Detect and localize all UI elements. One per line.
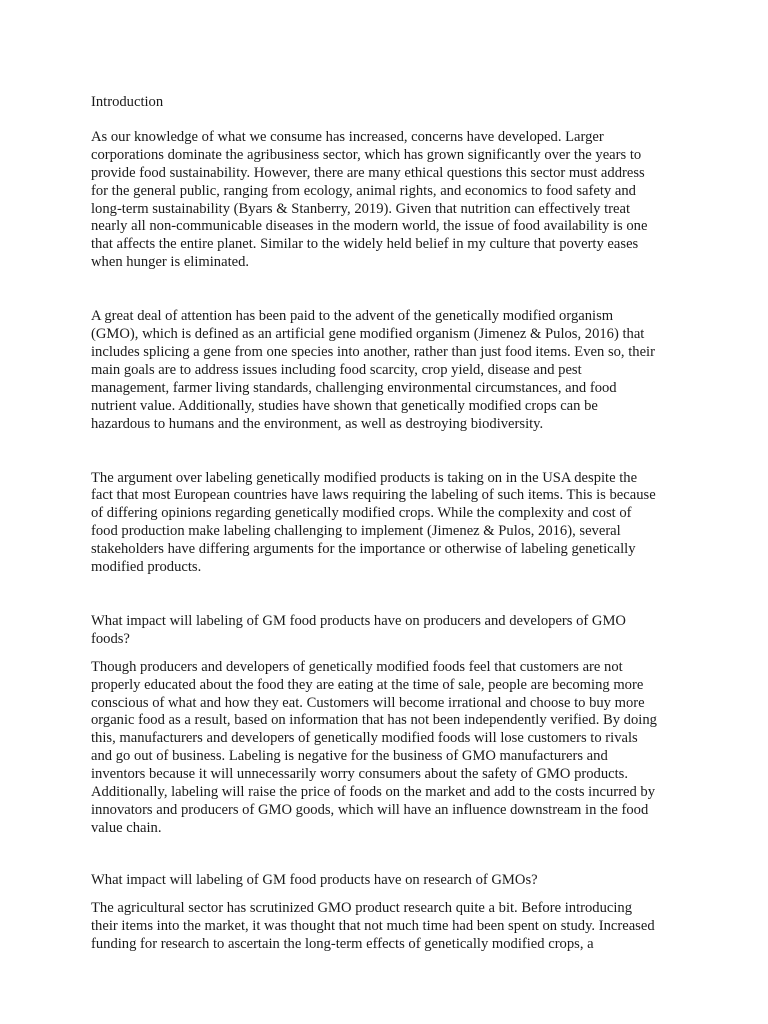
text-line: and go out of business. Labeling is negative for the business of GMO manufacturers and <box>91 748 608 765</box>
text-line: stakeholders have differing arguments for the importance or otherwise of labeling genetically <box>91 541 636 558</box>
text-line: A great deal of attention has been paid to the advent of the genetically modified organism <box>91 308 614 325</box>
text-line: What impact will labeling of GM food products have on producers and developers of GMO <box>91 612 626 629</box>
text-line: main goals are to address issues including food scarcity, crop yield, disease and pest <box>91 361 582 378</box>
text-line: foods? <box>91 630 130 647</box>
question-producers <box>91 613 678 649</box>
question-research <box>91 872 678 890</box>
text-line: nearly all non-communicable diseases in the modern world, the issue of food availability is one <box>91 218 648 235</box>
text-line: provide food sustainability. However, there are many ethical questions this sector must address <box>91 164 645 181</box>
text-line: conscious of what and how they eat. Customers will become irrational and choose to buy more <box>91 694 645 711</box>
text-line: for the general public, ranging from ecology, animal rights, and economics to food safety and <box>91 182 636 199</box>
text-line: Though producers and developers of genetically modified foods feel that customers are not <box>91 658 623 675</box>
text-line: that affects the entire planet. Similar to the widely held belief in my culture that poverty eases <box>91 236 639 253</box>
text-line: fact that most European countries have laws requiring the labeling of such items. This is because <box>91 487 656 504</box>
text-line: hazardous to humans and the environment, as well as destroying biodiversity. <box>91 415 544 432</box>
paragraph-labeling-argument <box>91 470 678 577</box>
text-line: As our knowledge of what we consume has increased, concerns have developed. Larger <box>91 128 604 145</box>
section-heading: Introduction <box>91 94 164 110</box>
text-line: organic food as a result, based on information that has not been independently verified. By doing <box>91 712 657 729</box>
text-line: funding for research to ascertain the long-term effects of genetically modified crops, a <box>91 935 594 952</box>
text-line: food production make labeling challenging to implement (Jimenez & Pulos, 2016), several <box>91 523 621 540</box>
text-line: Additionally, labeling will raise the price of foods on the market and add to the costs incurred by <box>91 784 656 801</box>
text-line: value chain. <box>91 819 162 836</box>
text-line: of differing opinions regarding genetically modified crops. While the complexity and cost of <box>91 505 632 522</box>
text-line: when hunger is eliminated. <box>91 254 250 271</box>
text-line: innovators and producers of GMO goods, which will have an influence downstream in the food <box>91 802 649 818</box>
text-line: their items into the market, it was thought that not much time had been spent on study. Increased <box>91 917 655 934</box>
text-line: properly educated about the food they are eating at the time of sale, people are becoming more <box>91 676 644 693</box>
text-line: corporations dominate the agribusiness sector, which has grown significantly over the years to <box>91 146 642 163</box>
text-line: nutrient value. Additionally, studies have shown that genetically modified crops can be <box>91 397 598 414</box>
paragraph-gmo-definition <box>91 308 678 433</box>
text-line: management, farmer living standards, challenging environmental circumstances, and food <box>91 379 617 396</box>
text-line: The argument over labeling genetically modified products is taking on in the USA despite the <box>91 469 638 486</box>
text-line: inventors because it will unnecessarily worry consumers about the safety of GMO products. <box>91 766 628 783</box>
text-line: this, manufacturers and developers of genetically modified foods will lose customers to rivals <box>91 730 638 747</box>
text-line: The agricultural sector has scrutinized GMO product research quite a bit. Before introducing <box>91 899 632 916</box>
text-line: What impact will labeling of GM food products have on research of GMOs? <box>91 871 538 888</box>
paragraph-producers-answer <box>91 659 678 838</box>
text-line: long-term sustainability (Byars & Stanberry, 2019). Given that nutrition can effectively treat <box>91 200 631 217</box>
text-line: (GMO), which is defined as an artificial gene modified organism (Jimenez & Pulos, 2016) that <box>91 326 645 343</box>
paragraph-intro <box>91 129 678 272</box>
text-line: includes splicing a gene from one species into another, rather than just food items. Even so, their <box>91 343 655 360</box>
text-line: modified products. <box>91 559 202 576</box>
paragraph-research-answer <box>91 900 678 954</box>
